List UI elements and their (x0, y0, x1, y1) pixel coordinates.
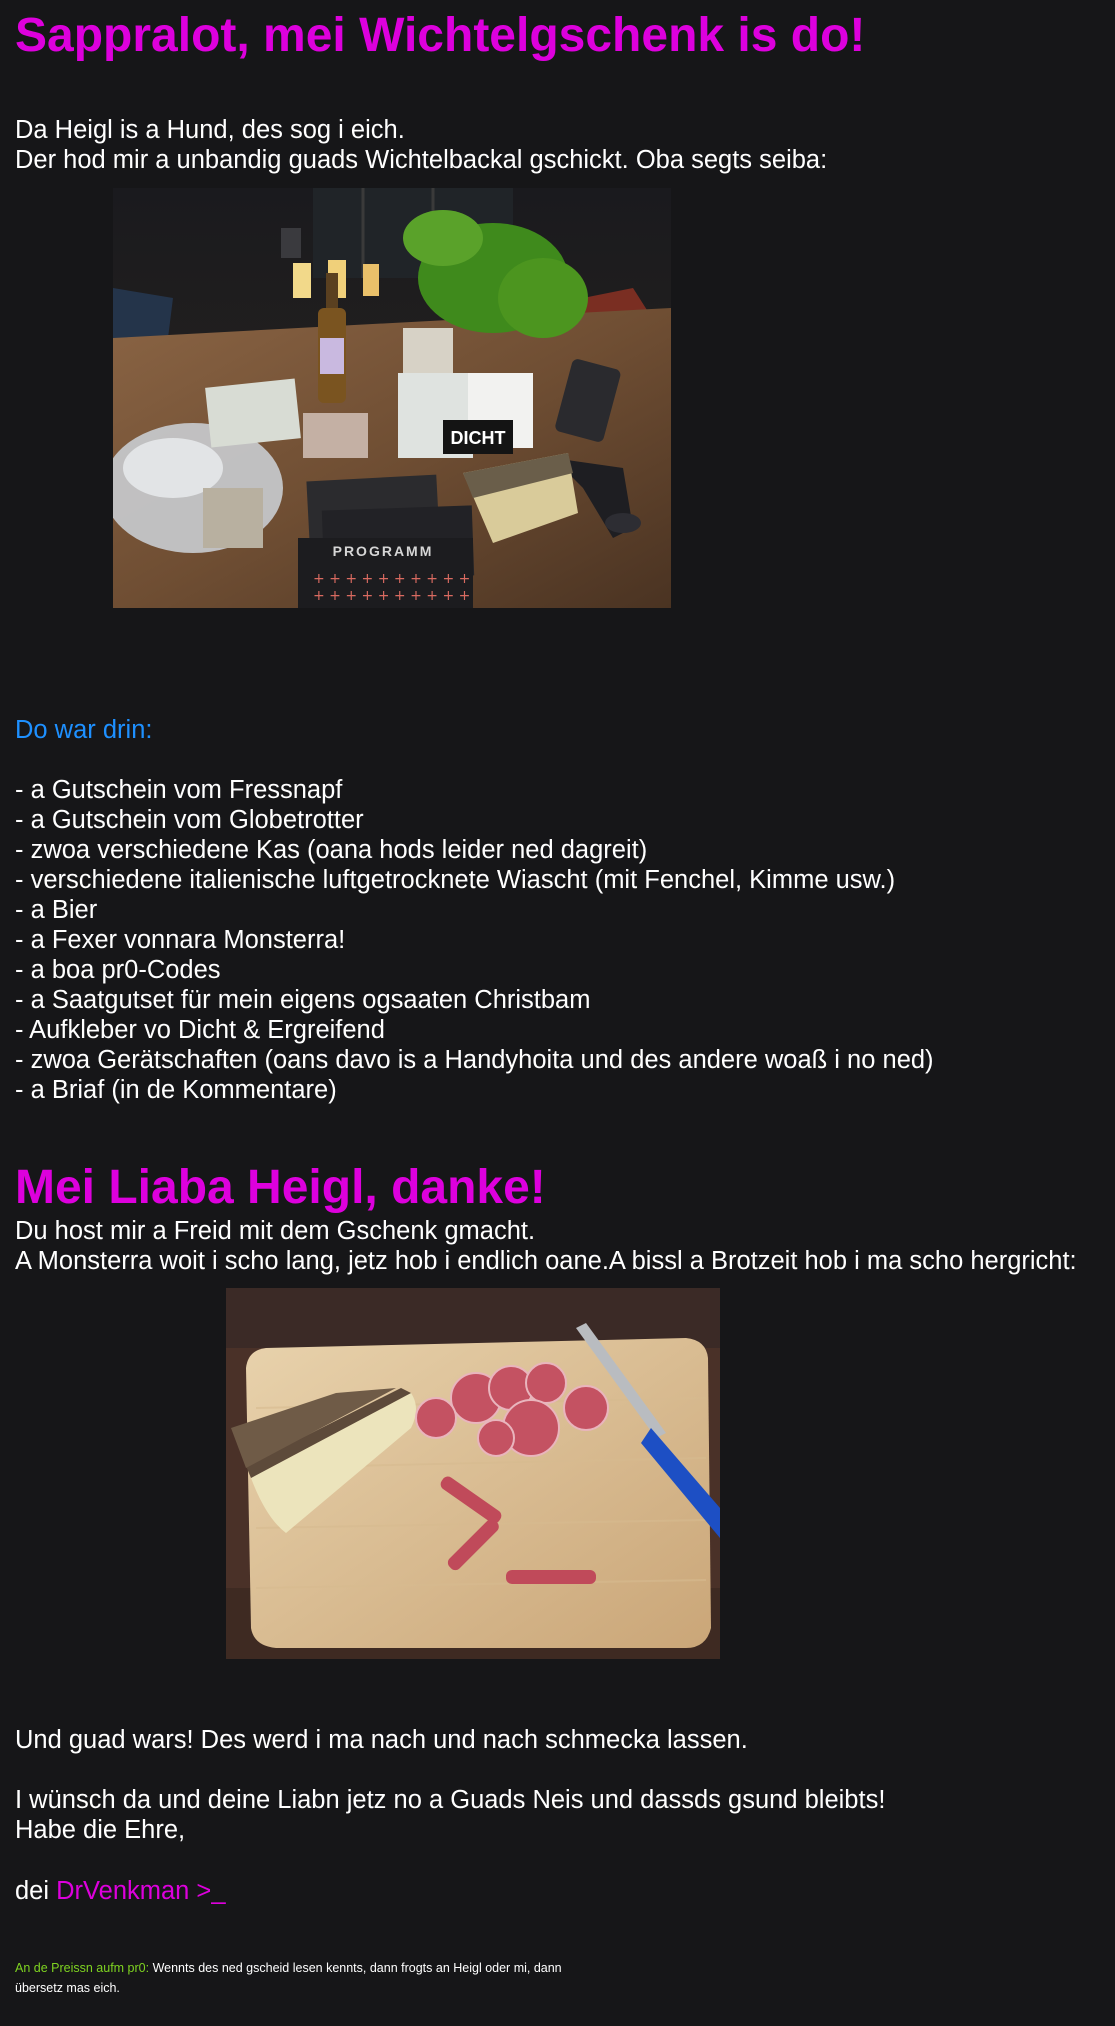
footer-note (15, 1958, 655, 1998)
dicht-sticker-text: DICHT (450, 428, 506, 448)
signature (15, 1876, 226, 1906)
thanks-line-1: Du host mir a Freid mit dem Gschenk gmacht. (15, 1217, 536, 1245)
footer-label: An de Preissn aufm pr0: (15, 1961, 150, 1975)
gift-photo (113, 188, 671, 608)
list-item: - a Saatgutset für mein eigens ogsaaten Christbam (15, 986, 591, 1014)
list-item: - Aufkleber vo Dicht & Ergreifend (15, 1016, 385, 1044)
list-item: - zwoa verschiedene Kas (oana hods leider ned dagreit) (15, 836, 648, 864)
svg-text:+ + + + + + + + + +: + + + + + + + + + + (313, 588, 471, 604)
thanks-line-2: A Monsterra woit i scho lang, jetz hob i endlich oane.A bissl a Brotzeit hob i ma scho hergricht: (15, 1247, 1077, 1275)
outro-line-2: I wünsch da und deine Liabn jetz no a Guads Neis und dassds gsund bleibts! (15, 1786, 886, 1814)
footer-text: Wennts des ned gscheid lesen kennts, dann frogts an Heigl oder mi, dann (149, 1961, 562, 1975)
list-item: - zwoa Gerätschaften (oans davo is a Handyhoita und des andere woaß i no ned) (15, 1046, 934, 1074)
thanks-heading: Mei Liaba Heigl, danke! (15, 1161, 546, 1214)
signature-prefix: dei (15, 1877, 57, 1905)
contents-heading: Do war drin: (15, 716, 153, 744)
brotzeit-photo (226, 1288, 720, 1659)
intro-line-1: Da Heigl is a Hund, des sog i eich. (15, 116, 405, 144)
list-item: - a boa pr0-Codes (15, 956, 221, 984)
outro-line-3: Habe die Ehre, (15, 1816, 186, 1844)
list-item: - a Fexer vonnara Monsterra! (15, 926, 346, 954)
post-title: Sappralot, mei Wichtelgschenk is do! (15, 9, 866, 62)
contents-list (15, 775, 934, 1105)
intro-line-2: Der hod mir a unbandig guads Wichtelbackal gschickt. Oba segts seiba: (15, 146, 828, 174)
footer-text-2: übersetz mas eich. (15, 1981, 120, 1995)
list-item: - a Gutschein vom Globetrotter (15, 806, 364, 834)
programme-text: PROGRAMM (332, 543, 434, 559)
author-link[interactable]: DrVenkman >_ (56, 1877, 226, 1905)
outro-line-1: Und guad wars! Des werd i ma nach und nach schmecka lassen. (15, 1726, 748, 1754)
list-item: - verschiedene italienische luftgetrocknete Wiascht (mit Fenchel, Kimme usw.) (15, 866, 896, 894)
svg-text:+ + + + + + + + + +: + + + + + + + + + + (313, 571, 471, 587)
list-item: - a Briaf (in de Kommentare) (15, 1076, 337, 1104)
list-item: - a Bier (15, 896, 98, 924)
list-item: - a Gutschein vom Fressnapf (15, 776, 343, 804)
